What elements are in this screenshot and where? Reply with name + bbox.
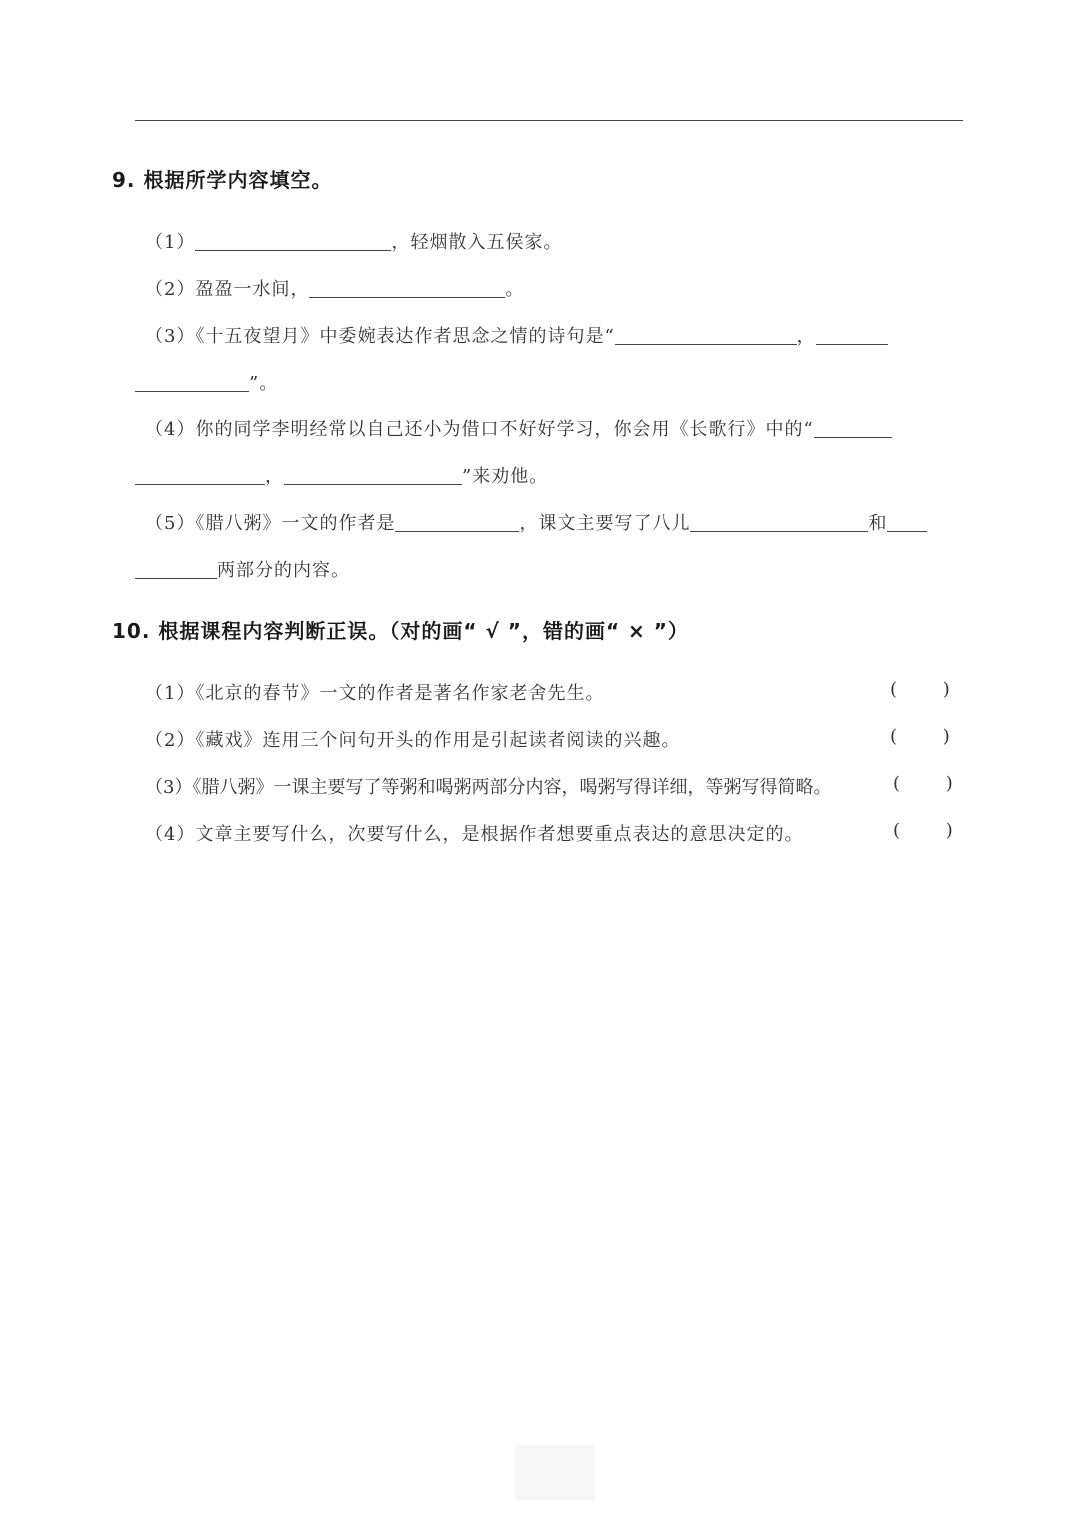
answer-line-top [135,120,963,121]
q10-item-4-answer[interactable]: ( ) [893,820,953,841]
q9-item-5 [145,509,927,535]
q9-item-2-blank[interactable] [309,279,505,298]
q9-item-2-prefix: （2）盈盈一水间， [145,279,310,300]
q9-item-1-suffix: ，轻烟散入五侯家。 [391,232,563,253]
q9-item-5-end: 两部分的内容。 [217,560,350,581]
q10-item-2-answer[interactable]: ( ) [890,726,950,747]
q9-item-4-blank-1a[interactable] [814,419,892,438]
q9-item-5-blank-part1[interactable] [690,513,868,532]
q9-item-5-blank-part2b[interactable] [135,560,217,579]
q9-item-1-blank[interactable] [195,232,391,251]
q9-item-5-blank-part2a[interactable] [887,513,927,532]
q10-item-3: （3）《腊八粥》一课主要写了等粥和喝粥两部分内容，喝粥写得详细，等粥写得简略。 [145,777,832,798]
q10-item-2: （2）《藏戏》连用三个问句开头的作用是引起读者阅读的兴趣。 [145,730,681,751]
q9-item-2-suffix: 。 [505,279,525,300]
q9-item-4-blank-1b[interactable] [135,466,265,485]
q9-item-2 [145,275,524,301]
q9-item-3 [145,322,888,348]
q9-item-4-cont [135,462,548,488]
question-9-title: 9. 根据所学内容填空。 [112,168,333,192]
q10-item-1-answer[interactable]: ( ) [890,679,950,700]
q9-item-3-cont [135,369,278,395]
q9-item-4-blank-2[interactable] [284,466,462,485]
q9-item-4-comma: ， [265,466,284,487]
q9-item-4 [145,415,892,441]
q9-item-1-prefix: （1） [145,232,196,253]
q9-item-3-blank-1[interactable] [615,326,797,345]
q9-item-3-prefix: （3）《十五夜望月》中委婉表达作者思念之情的诗句是“ [145,326,615,347]
q9-item-3-comma: ， [796,326,816,347]
q9-item-5-blank-author[interactable] [395,513,519,532]
q10-item-3-answer[interactable]: ( ) [893,773,953,794]
q9-item-3-blank-2b[interactable] [135,373,249,392]
q9-item-4-end: ”来劝他。 [462,466,549,487]
q9-item-5-mid: ，课文主要写了八儿 [519,513,691,534]
q9-item-5-prefix: （5）《腊八粥》一文的作者是 [145,513,396,534]
q9-item-5-and: 和 [868,513,888,534]
q9-item-1 [145,228,562,254]
q10-item-4: （4）文章主要写什么，次要写什么，是根据作者想要重点表达的意思决定的。 [145,824,804,845]
q9-item-3-blank-2a[interactable] [816,326,888,345]
q9-item-3-end: ”。 [249,373,279,394]
q9-item-5-cont [135,556,350,582]
page-footer-mark [515,1445,595,1500]
q10-item-1: （1）《北京的春节》一文的作者是著名作家老舍先生。 [145,683,605,704]
q9-item-4-prefix: （4）你的同学李明经常以自己还小为借口不好好学习，你会用《长歌行》中的“ [145,419,814,440]
question-10-title: 10. 根据课程内容判断正误。（对的画“ √ ”，错的画“ × ”） [112,619,689,643]
